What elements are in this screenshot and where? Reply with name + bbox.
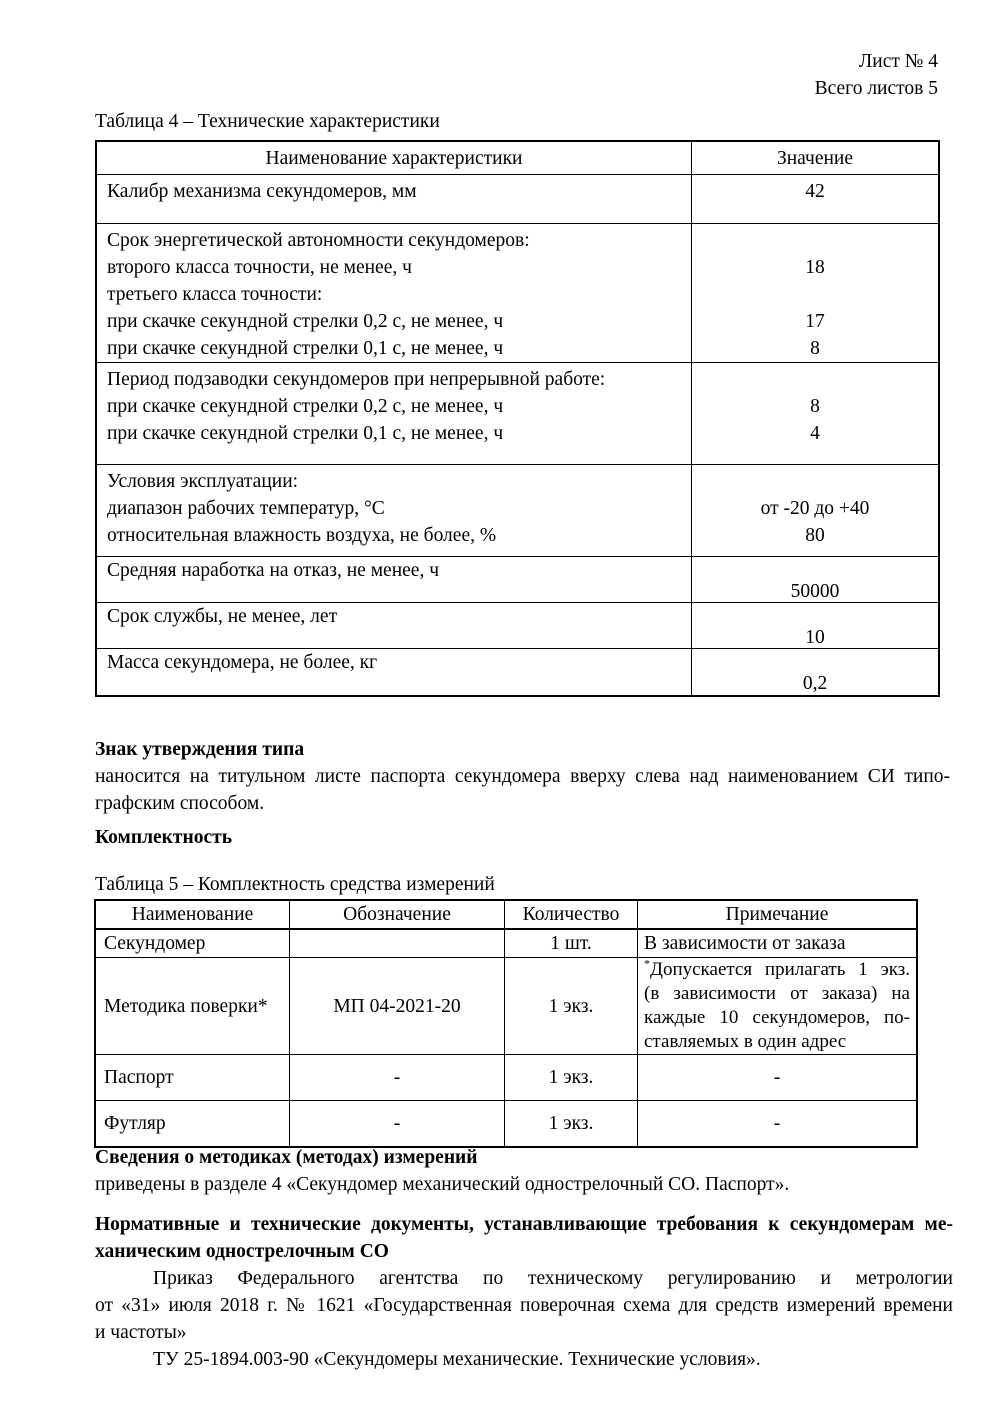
table5-row: [96, 958, 916, 1055]
characteristic-value-cell: [692, 363, 938, 464]
value-line: [692, 468, 938, 495]
value-line: 80: [805, 525, 825, 546]
section-title: Сведения о методиках (методах) измерений: [95, 1147, 478, 1168]
value-line: 42: [805, 181, 825, 202]
characteristic-line: Условия эксплуатации:: [107, 471, 299, 492]
table4-row: [97, 465, 938, 557]
section-body-line: наносится на титульном листе паспорта секундомера вверху слева над наименованием СИ типо-: [95, 766, 950, 787]
characteristic-line: Срок энергетической автономности секундомеров:: [107, 230, 530, 251]
value-line: [692, 652, 938, 673]
value-line: 8: [810, 338, 820, 359]
table4-technical-characteristics: [95, 140, 940, 697]
characteristic-name-cell: [97, 603, 692, 648]
table4-row: [97, 557, 938, 603]
section-title-line: Нормативные и технические документы, устанавливающие требования к секундомерам ме-: [95, 1214, 953, 1235]
item-quantity-cell: 1 экз.: [505, 1055, 638, 1100]
item-name-cell: Футляр: [96, 1101, 290, 1146]
note-line: (в зависимости от заказа) на: [644, 983, 910, 1004]
characteristic-name-cell: [97, 649, 692, 695]
total-sheets: Всего листов 5: [814, 78, 938, 99]
value-line: [692, 366, 938, 393]
table4-title: Таблица 4 – Технические характеристики: [95, 111, 440, 132]
item-note-cell: В зависимости от заказа: [644, 933, 846, 954]
characteristic-line: Срок службы, не менее, лет: [107, 606, 338, 627]
table5-col-designation-header: Обозначение: [290, 901, 505, 928]
note-line: каждые 10 секундомеров, по-: [644, 1007, 910, 1028]
characteristic-value-cell: [692, 557, 938, 602]
paragraph-line: Приказ Федерального агентства по техническому регулированию и метрологии: [153, 1268, 953, 1289]
characteristic-name-cell: [97, 175, 692, 223]
characteristic-line: третьего класса точности:: [107, 284, 323, 305]
characteristic-line: при скачке секундной стрелки 0,2 с, не менее, ч: [107, 396, 504, 417]
value-line: от -20 до +40: [760, 498, 870, 519]
table4-row: [97, 649, 938, 695]
item-designation-cell: -: [290, 1101, 505, 1146]
note-line: ставляемых в один адрес: [644, 1031, 847, 1052]
value-line: [692, 606, 938, 627]
item-name-cell: Паспорт: [96, 1055, 290, 1100]
characteristic-line: при скачке секундной стрелки 0,2 с, не менее, ч: [107, 311, 504, 332]
sheet-number: Лист № 4: [859, 51, 938, 72]
characteristic-value-cell: [692, 224, 938, 362]
value-line: [692, 560, 938, 581]
value-line: 50000: [790, 581, 840, 602]
value-line: 0,2: [802, 673, 828, 694]
characteristic-line: при скачке секундной стрелки 0,1 с, не менее, ч: [107, 423, 504, 444]
section-title-line: ханическим однострелочным СО: [95, 1241, 389, 1262]
table5-title: Таблица 5 – Комплектность средства измерений: [95, 874, 495, 895]
table5-row: [96, 930, 916, 958]
table5-row: [96, 1101, 916, 1146]
table5-col-quantity-header: Количество: [505, 901, 638, 928]
characteristic-line: второго класса точности, не менее, ч: [107, 257, 412, 278]
characteristic-value-cell: [692, 603, 938, 648]
characteristic-line: Масса секундомера, не более, кг: [107, 652, 378, 673]
measurement-methods-section: [95, 1144, 953, 1198]
value-line: [692, 281, 938, 308]
paragraph-line: ТУ 25-1894.003-90 «Секундомеры механические. Технические условия».: [153, 1349, 761, 1370]
characteristic-line: [107, 581, 681, 602]
item-note-cell: -: [773, 1113, 781, 1134]
section-body-line: приведены в разделе 4 «Секундомер механический однострелочный СО. Паспорт».: [95, 1174, 790, 1195]
footnote-marker: *: [644, 956, 650, 971]
characteristic-line: [107, 673, 681, 694]
type-approval-section: [95, 736, 950, 817]
table4-col-name-header: Наименование характеристики: [97, 142, 692, 174]
item-designation-cell: -: [290, 1055, 505, 1100]
table4-row: [97, 175, 938, 224]
paragraph-line: от «31» июля 2018 г. № 1621 «Государственная поверочная схема для средств измерений времени: [95, 1295, 953, 1316]
characteristic-value-cell: [692, 465, 938, 556]
table5-col-name-header: Наименование: [96, 901, 290, 928]
characteristic-line: Период подзаводки секундомеров при непрерывной работе:: [107, 369, 606, 390]
characteristic-name-cell: [97, 363, 692, 464]
normative-documents-section: [95, 1211, 953, 1373]
value-line: 4: [810, 423, 820, 444]
value-line: 18: [805, 257, 825, 278]
characteristic-name-cell: [97, 465, 692, 556]
characteristic-name-cell: [97, 557, 692, 602]
sheet-header: [815, 48, 938, 102]
characteristic-value-cell: [692, 175, 938, 223]
item-quantity-cell: 1 экз.: [505, 958, 638, 1054]
table5-row: [96, 1055, 916, 1101]
item-note-cell: -: [773, 1067, 781, 1088]
item-name-cell: Методика поверки*: [96, 958, 290, 1054]
item-designation-cell: МП 04-2021-20: [290, 958, 505, 1054]
note-line: [644, 958, 910, 982]
item-name-cell: Секундомер: [96, 930, 290, 957]
table4-row: [97, 363, 938, 465]
paragraph-line: и частоты»: [95, 1322, 187, 1343]
table5-completeness: [94, 899, 918, 1148]
table4-row: [97, 224, 938, 363]
section-title: Знак утверждения типа: [95, 739, 305, 760]
characteristic-line: [107, 627, 681, 648]
characteristic-line: Средняя наработка на отказ, не менее, ч: [107, 560, 439, 581]
value-line: 10: [805, 627, 825, 648]
section-body-line: графским способом.: [95, 793, 265, 814]
completeness-section-title: Комплектность: [95, 827, 233, 848]
characteristic-value-cell: [692, 649, 938, 695]
table4-row: [97, 603, 938, 649]
item-quantity-cell: 1 экз.: [505, 1101, 638, 1146]
item-note-cell: [638, 958, 916, 1054]
characteristic-name-cell: [97, 224, 692, 362]
value-line: 8: [810, 396, 820, 417]
characteristic-line: диапазон рабочих температур, °С: [107, 498, 385, 519]
value-line: [692, 227, 938, 254]
table5-col-note-header: Примечание: [725, 904, 829, 925]
table4-header-row: [97, 142, 938, 175]
item-designation-cell: [290, 930, 505, 957]
note-text: Допускается прилагать 1 экз.: [650, 959, 910, 980]
characteristic-line: при скачке секундной стрелки 0,1 с, не менее, ч: [107, 338, 504, 359]
item-quantity-cell: 1 шт.: [505, 930, 638, 957]
table5-header-row: [96, 901, 916, 930]
table4-col-value-header: Значение: [776, 147, 854, 169]
value-line: 17: [805, 311, 825, 332]
characteristic-line: относительная влажность воздуха, не более, %: [107, 525, 497, 546]
characteristic-line: Калибр механизма секундомеров, мм: [107, 181, 417, 202]
